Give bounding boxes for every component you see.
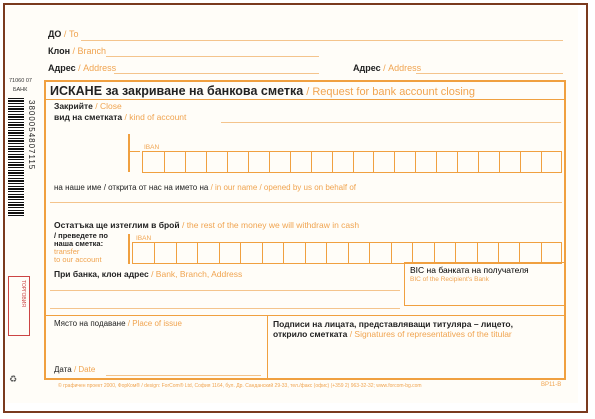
address2-label: Адрес / Address	[353, 63, 422, 73]
barcode-number: 3800054807115	[27, 100, 36, 171]
bank-branch-label: При банка, клон адрес / Bank, Branch, Address	[54, 269, 243, 279]
transfer-label: / преведете по наша сметка: transfer to our account	[54, 231, 109, 264]
iban-cells	[143, 152, 561, 172]
form-title: ИСКАНЕ за закриване на банкова сметка / Request for bank account closing	[50, 84, 476, 98]
branch-label: Клон / Branch	[48, 46, 107, 56]
side-logo-text: ТОРГОВИЯ	[20, 280, 26, 307]
barcode	[8, 98, 24, 218]
bank-branch-line-2[interactable]	[50, 308, 400, 309]
side-code: 71060 07	[9, 78, 32, 84]
bic-label: BIC на банката на получателя	[410, 265, 529, 275]
to-label: ДО / To	[48, 29, 79, 39]
bottom-section-divider	[46, 315, 564, 316]
opened-in-name-label: на наше име / открита от нас на името на / in our name / opened by us on behalf of	[54, 183, 357, 192]
bottom-vertical-divider	[267, 315, 268, 380]
account-kind-line[interactable]	[221, 122, 561, 123]
iban-bracket-mid	[128, 151, 140, 152]
iban-input[interactable]	[142, 151, 562, 173]
footer-code: BP11-B	[541, 382, 562, 388]
date-line[interactable]	[106, 375, 261, 376]
bank-form	[6, 6, 578, 403]
side-bank: БАНК	[13, 87, 28, 93]
balance-label: Остатъка ще изтеглим в брой / the rest of the money we will withdraw in cash	[54, 220, 360, 230]
bank-branch-line-1[interactable]	[50, 290, 400, 291]
address-label: Адрес / Address	[48, 63, 117, 73]
side-logo	[8, 276, 30, 336]
bic-label-en: BIC of the Recipient's Bank	[410, 276, 489, 283]
address-field-line[interactable]	[114, 73, 319, 74]
address2-field-line[interactable]	[416, 73, 563, 74]
close-label: Закрийте / Close	[54, 101, 122, 111]
iban2-bracket-left	[128, 234, 130, 264]
to-field-line[interactable]	[81, 40, 563, 41]
iban-bracket-left	[128, 134, 130, 172]
iban2-label: IBAN	[136, 235, 152, 242]
signatures-label: Подписи на лицата, представляващи титуляра – лицето, открило сметката / Signatures of representatives of the titular	[273, 319, 513, 339]
footer-copyright: © графичен проект 2000, ФорКом® / design: ForCom® Ltd, София 1164, бул. Др. Санданский 29-33, тел./факс (офис) (+359 2) 963-32-32; www.forcom-bg.com	[58, 383, 422, 389]
place-label: Място на подаване / Place of issue	[54, 319, 183, 328]
iban-label: IBAN	[144, 144, 160, 151]
title-underline	[46, 99, 564, 100]
recycle-icon: ♻	[9, 374, 18, 384]
date-label: Дата / Date	[54, 365, 96, 374]
iban2-cells	[133, 243, 561, 263]
iban2-input[interactable]	[132, 242, 562, 264]
account-kind-label: вид на сметката / kind of account	[54, 112, 187, 122]
branch-field-line[interactable]	[106, 56, 319, 57]
opened-in-name-line[interactable]	[50, 202, 562, 203]
